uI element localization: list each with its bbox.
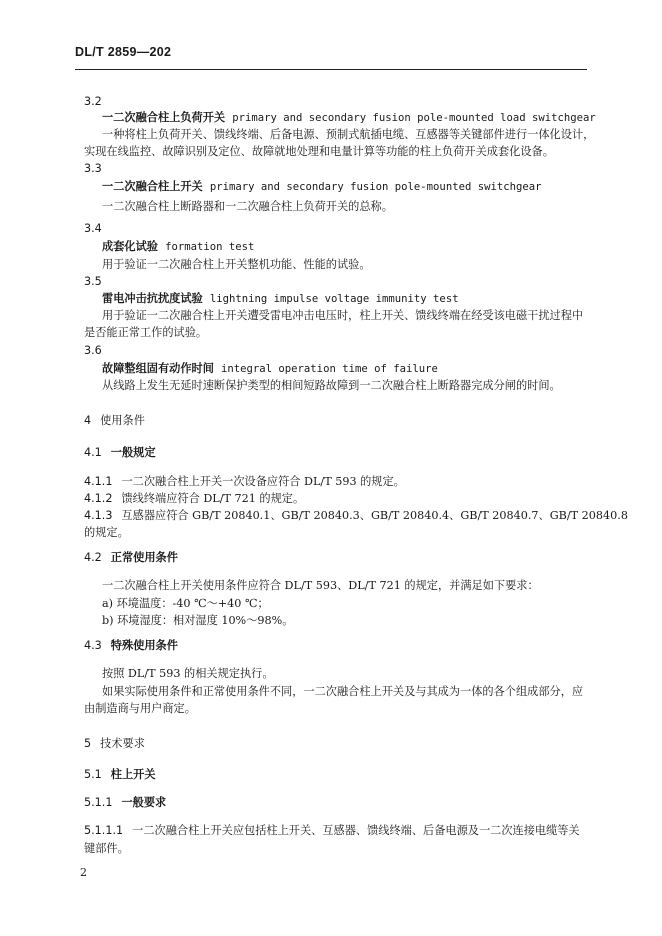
clause-text: 按照 DL/T 593 的相关规定执行。 <box>102 667 274 680</box>
clause-text: 一二次融合柱上开关使用条件应符合 DL/T 593、DL/T 721 的规定，并满足如下要求： <box>102 579 539 592</box>
subsection-heading: 4.2 正常使用条件 <box>84 551 178 564</box>
term-heading <box>102 362 438 376</box>
page-number: 2 <box>80 866 87 879</box>
clause-text: 键部件。 <box>84 842 129 855</box>
definition-text: 一二次融合柱上断路器和一二次融合柱上负荷开关的总称。 <box>102 200 393 213</box>
term-chinese: 一二次融合柱上负荷开关 <box>102 111 226 124</box>
subsection-heading: 4.3 特殊使用条件 <box>84 639 178 652</box>
clause-number: 3.3 <box>84 162 102 175</box>
definition-text: 用于验证一二次融合柱上开关整机功能、性能的试验。 <box>102 258 371 271</box>
clause-number: 3.2 <box>84 95 102 108</box>
subsection-heading: 4.1 一般规定 <box>84 446 156 459</box>
definition-text: 实现在线监控、故障识别及定位、故障就地处理和电量计算等功能的柱上负荷开关成套化设备。 <box>84 145 554 158</box>
clause-number: 3.4 <box>84 222 102 235</box>
subsection-heading: 5.1 柱上开关 <box>84 768 156 781</box>
clause-text: 4.1.3 互感器应符合 GB/T 20840.1、GB/T 20840.3、GB/T 20840.4、GB/T 20840.7、GB/T 20840.8 <box>84 509 628 522</box>
term-chinese: 成套化试验 <box>102 240 158 253</box>
term-english: formation test <box>165 241 255 253</box>
definition-text: 是否能正常工作的试验。 <box>84 326 208 339</box>
term-heading <box>102 111 596 125</box>
clause-text: 4.1.1 一二次融合柱上开关一次设备应符合 DL/T 593 的规定。 <box>84 475 405 488</box>
term-english: lightning impulse voltage immunity test <box>209 293 459 305</box>
clause-text: 5.1.1.1 一二次融合柱上开关应包括柱上开关、互感器、馈线终端、后备电源及一二次连接电缆等关 <box>84 824 580 837</box>
section-heading: 5 技术要求 <box>84 737 145 750</box>
clause-number: 3.5 <box>84 275 102 288</box>
document-code-header: DL/T 2859—202 <box>75 45 172 59</box>
term-chinese: 一二次融合柱上开关 <box>102 180 203 193</box>
clause-text: 4.1.2 馈线终端应符合 DL/T 721 的规定。 <box>84 492 305 505</box>
clause-text: 由制造商与用户商定。 <box>84 702 196 715</box>
clause-text: 如果实际使用条件和正常使用条件不同，一二次融合柱上开关及与其成为一体的各个组成部分，应 <box>102 685 584 698</box>
section-heading: 4 使用条件 <box>84 414 145 427</box>
list-item: b) 环境湿度：相对湿度 10%～98%。 <box>102 614 294 627</box>
clause-text: 的规定。 <box>84 526 129 539</box>
term-heading <box>102 180 541 194</box>
term-chinese: 雷电冲击抗扰度试验 <box>102 292 203 305</box>
definition-text: 一种将柱上负荷开关、馈线终端、后备电源、预制式航插电缆、互感器等关键部件进行一体化设计， <box>102 128 595 141</box>
term-heading <box>102 292 459 306</box>
term-heading <box>102 240 254 254</box>
term-english: integral operation time of failure <box>221 363 438 375</box>
term-chinese: 故障整组固有动作时间 <box>102 362 214 375</box>
definition-text: 从线路上发生无延时速断保护类型的相间短路故障到一二次融合柱上断路器完成分闸的时间。 <box>102 379 561 392</box>
list-item: a) 环境温度：-40 ℃～+40 ℃； <box>102 597 269 610</box>
definition-text: 用于验证一二次融合柱上开关遭受雷电冲击电压时，柱上开关、馈线终端在经受该电磁干扰过程中 <box>102 309 584 322</box>
term-english: primary and secondary fusion pole-mounted load switchgear <box>232 112 596 124</box>
subsubsection-heading: 5.1.1 一般要求 <box>84 796 167 809</box>
header-rule <box>75 69 587 70</box>
term-english: primary and secondary fusion pole-mounted switchgear <box>209 181 542 193</box>
clause-number: 3.6 <box>84 344 102 357</box>
